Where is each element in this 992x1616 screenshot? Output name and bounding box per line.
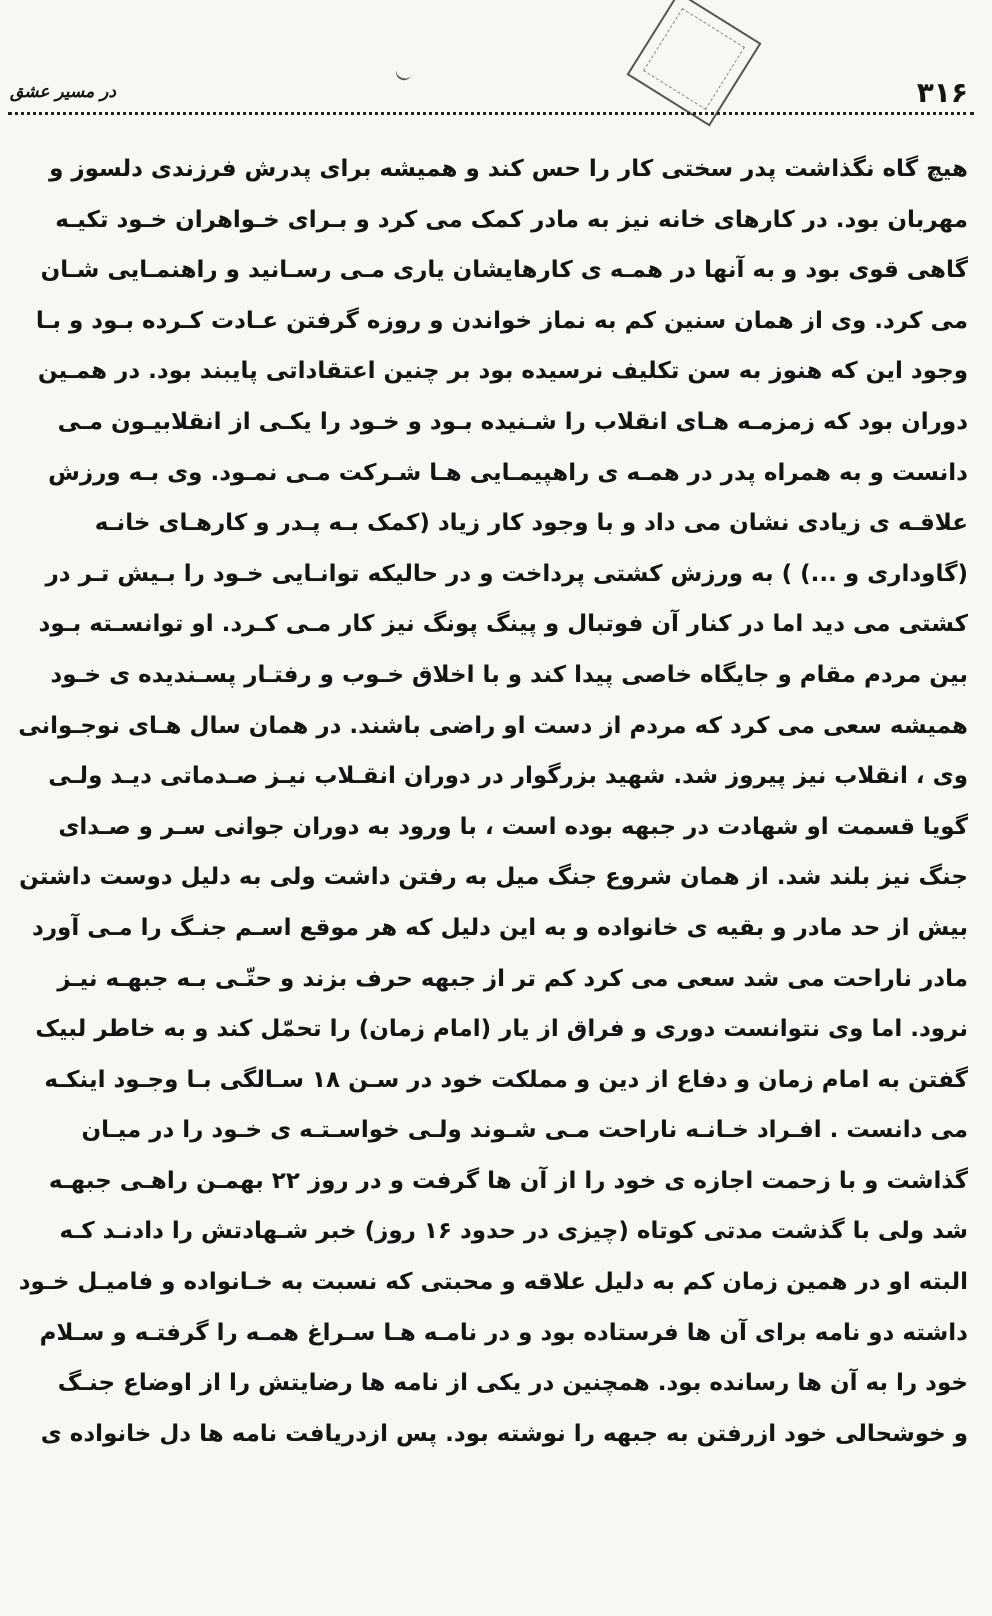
text-line: بیش از حد مادر و بقیه ی خانواده و به این دلیل که هر موقع اسـم جنـگ را مـی آورد xyxy=(32,914,968,941)
text-line: بین مردم مقام و جایگاه خاصی پیدا کند و با اخلاق خـوب و رفتـار پسـندیده ی خـود xyxy=(50,661,968,688)
header-dotted-rule xyxy=(8,112,974,115)
text-line: و خوشحالی خود ازرفتن به جبهه را نوشته بود. پس ازدریافت نامه ها دل خانواده ی xyxy=(40,1420,968,1447)
text-line: می دانست . افـراد خـانـه ناراحت مـی شـوند ولـی خواسـتـه ی خـود را در میـان xyxy=(81,1117,968,1144)
text-line: خود را به آن ها رسانده بود. همچنین در یکی از نامه ها رضایتش را از اوضاع جنـگ xyxy=(57,1370,968,1397)
text-line: (گاوداری و ...) ) به ورزش کشتی پرداخت و در حالیکه توانـایی خـود را بـیش تـر در xyxy=(45,560,968,587)
ink-mark xyxy=(394,68,412,83)
library-stamp xyxy=(626,0,761,127)
text-line: البته او در همین زمان کم به دلیل علاقه و محبتی که نسبت به خـانواده و فامیـل خـود xyxy=(18,1269,968,1296)
text-line: دانست و به همراه پدر در همـه ی راهپیمـایی هـا شـرکت مـی نمـود. وی بـه ورزش xyxy=(48,459,968,486)
text-line: گفتن به امام زمان و دفاع از دین و مملکت خود در سـن ۱۸ سـالگی بـا وجـود اینکـه xyxy=(44,1066,968,1093)
text-line: می کرد. وی از همان سنین کم به نماز خواندن و روزه گرفتن عـادت کـرده بـود و بـا xyxy=(35,307,968,334)
text-line: هیچ گاه نگذاشت پدر سختی کار را حس کند و همیشه برای پدرش فرزندی دلسوز و xyxy=(49,156,968,182)
text-line: دوران بود که زمزمـه هـای انقلاب را شـنیده بـود و خـود را یکـی از انقلابیـون مـی xyxy=(57,408,968,435)
text-line: وجود این که هنوز به سن تکلیف نرسیده بود بر چنین اعتقاداتی پایبند بود. در همـین xyxy=(37,358,968,385)
text-line: مهربان بود. در کارهای خانه نیز به مادر کمک می کرد و بـرای خـواهران خـود تکیـه xyxy=(55,206,968,233)
text-line: کشتی می دید اما در کنار آن فوتبال و پینگ پونگ نیز کار مـی کـرد. او توانسـته بـود xyxy=(38,611,968,638)
text-line: وی ، انقلاب نیز پیروز شد. شهید بزرگوار در دوران انقـلاب نیـز صـدماتی دیـد ولـی xyxy=(48,763,968,790)
text-line: جنگ نیز بلند شد. از همان شروع جنگ میل به رفتن داشت ولی به دلیل دوست داشتن xyxy=(19,864,968,891)
text-line: مادر ناراحت می شد سعی می کرد کم تر از جبهه حرف بزند و حتّـی بـه جبهـه نیـز xyxy=(57,965,968,992)
text-line: شد ولی با گذشت مدتی کوتاه (چیزی در حدود ۱۶ روز) خبر شـهادتش را دادنـد کـه xyxy=(59,1218,968,1245)
page-number: ۳۱۶ xyxy=(916,76,968,109)
text-line: داشته دو نامه برای آن ها فرستاده بود و در نامـه هـا سـراغ همـه را گرفتـه و سـلام xyxy=(39,1319,968,1346)
text-line: نرود. اما وی نتوانست دوری و فراق از یار (امام زمان) را تحمّل کند و به خاطر لبیک xyxy=(35,1016,968,1043)
body-text xyxy=(10,144,968,1459)
text-line: گاهی قوی بود و به آنها در همـه ی کارهایشان یاری مـی رسـانید و راهنمـایی شـان xyxy=(40,257,968,284)
text-line: گذاشت و با زحمت اجازه ی خود را از آن ها گرفت و در روز ۲۲ بهمـن راهـی جبهـه xyxy=(48,1167,968,1194)
text-line: همیشه سعی می کرد که مردم از دست او راضی باشند. در همان سال هـای نوجـوانی xyxy=(18,712,968,739)
text-line: گویا قسمت او شهادت در جبهه بوده است ، با ورود به دوران جوانی سـر و صـدای xyxy=(58,813,968,840)
text-line: علاقـه ی زیادی نشان می داد و با وجود کار زیاد (کمک بـه پـدر و کارهـای خانـه xyxy=(94,510,968,537)
running-title: در مسیر عشق xyxy=(10,82,116,102)
